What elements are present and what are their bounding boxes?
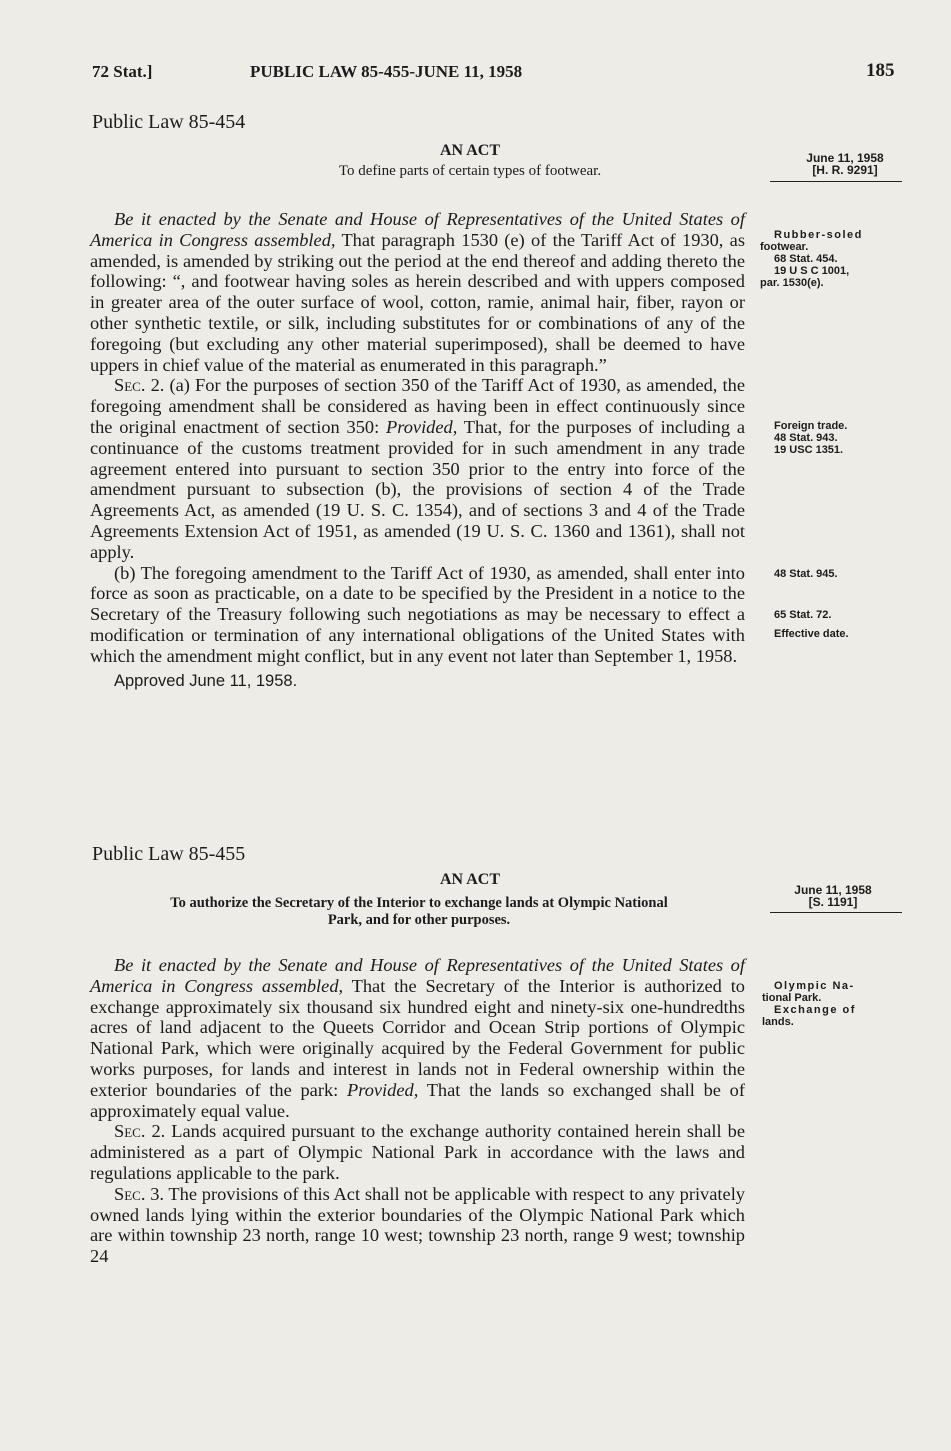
note-line: Exchange of (774, 1004, 856, 1016)
law2-section3 (90, 1184, 745, 1267)
law2-title: Public Law 85-455 (92, 843, 246, 865)
law1-sec2a-text2: That, for the purposes of including a continuance of the customs treatment provided for in such amendment in any trade agreement entered into pursuant to section 350 prior to the entry into force of the amendment pursuant to subsection (b), the provisions of section 4 of the Trade Agreements Act, as amended (19 U. S. C. 1354), and of sections 3 and 4 of the Trade Agreements Extension Act of 1951, as amended (19 U. S. C. 1360 and 1361), shall not apply. (90, 416, 745, 562)
law1-approved: Approved June 11, 1958. (114, 671, 298, 690)
note-line: lands. (762, 1016, 794, 1028)
running-title: PUBLIC LAW 85-455-JUNE 11, 1958 (250, 62, 523, 81)
law1-margin-note-effective-date: Effective date. (774, 628, 849, 640)
law1-margin-note-65stat72: 65 Stat. 72. (774, 609, 832, 621)
law1-sec2a-text1: (a) For the purposes of section 350 of the Tariff Act of 1930, as amended, the foregoing amendment shall be considered as having been in effect continuously since the original enactment of section 350: (90, 375, 745, 437)
law1-sec2a-provided: Provided, (386, 416, 458, 437)
law1-enacting-clause: Be it enacted by the Senate and House of Representatives of the United States of America in Congress assembled, (90, 209, 745, 250)
law1-margin-note-rubber (760, 229, 899, 289)
law2-bill: [S. 1191] (808, 895, 858, 909)
page-number: 185 (866, 60, 895, 81)
law1-date-rule (770, 181, 902, 182)
law2-sec2-label: Sec. 2. (114, 1121, 166, 1142)
note-line: footwear. (760, 241, 809, 253)
note-line: 68 Stat. 454. (774, 253, 838, 265)
law2-act-label: AN ACT (439, 871, 500, 888)
law1-bill: [H. R. 9291] (812, 163, 878, 177)
law1-date: June 11, 1958 (806, 151, 884, 165)
note-line: par. 1530(e). (760, 277, 824, 289)
law2-date: June 11, 1958 (794, 883, 872, 897)
law1-section2a (90, 375, 745, 562)
law2-margin-note-olympic (762, 980, 902, 1028)
law1-margin-note-48stat945: 48 Stat. 945. (774, 568, 838, 580)
law1-text (90, 209, 745, 691)
note-line: 19 USC 1351. (774, 444, 844, 456)
law2-date-rule (770, 912, 902, 913)
law2-sec3-text: The provisions of this Act shall not be applicable with respect to any privately owned lands lying within the exterior boundaries of the Olympic National Park which are within township 23 north, range 10 west; township 23 north, range 9 west; township 24 (90, 1183, 745, 1267)
law2-purpose-line2: Park, and for other purposes. (327, 912, 511, 928)
law2-provided: Provided, (346, 1079, 419, 1100)
law2-section1-text: That the Secretary of the Interior is authorized to exchange approximately six thousand six hundred eight and ninety-six one-hundredths acres of land adjacent to the Queets Corridor and Ocean Strip portions of Olympic National Park, which were originally acquired by the Federal Government for public works purposes, for lands and interest in lands not in Federal ownership within the exterior boundaries of the park: (90, 975, 745, 1100)
note-line: Rubber-soled (774, 229, 863, 241)
law1-date-note (790, 152, 900, 176)
law1-section2b: (b) The foregoing amendment to the Tariff Act of 1930, as amended, shall enter into force as soon as practicable, on a date to be specified by the President in a notice to the Secretary of the Treasury following such negotiations as may be necessary to effect a modification or termination of any international obligations of the United States with which the amendment might conflict, but in any event not later than September 1, 1958. (90, 562, 745, 666)
note-line: tional Park. (762, 992, 822, 1004)
note-line: 48 Stat. 943. (774, 432, 838, 444)
law1-title: Public Law 85-454 (92, 111, 246, 133)
note-line: 19 U S C 1001, (774, 265, 850, 277)
law2-date-note (778, 884, 888, 908)
law2-section2 (90, 1121, 745, 1183)
law2-section1 (90, 955, 745, 1121)
law2-sec2-text: Lands acquired pursuant to the exchange authority contained herein shall be administered as a part of Olympic National Park in accordance with the laws and regulations applicable to the park. (90, 1121, 745, 1183)
volume-reference: 72 Stat.] (92, 62, 153, 81)
law1-sec2-label: Sec. 2. (114, 375, 165, 396)
law2-section1-end: That the lands so exchanged shall be of approximately equal value. (90, 1079, 745, 1121)
law1-act-label: AN ACT (439, 142, 500, 159)
law2-text (90, 955, 745, 1267)
law1-margin-note-foreign-trade (774, 420, 899, 456)
law2-purpose-line1: To authorize the Secretary of the Interior to exchange lands at Olympic National (170, 895, 668, 911)
note-line: Foreign trade. (774, 420, 848, 432)
law1-section1-text: That paragraph 1530 (e) of the Tariff Act of 1930, as amended, is amended by striking out the period at the end thereof and adding thereto the following: “, and footwear having soles as herein described and with uppers composed in greater area of the outer surface of wool, cotton, ramie, animal hair, fiber, rayon or other synthetic textile, or silk, including substitutes for or combinations of any of the foregoing (but excluding any other material superimposed), shall be deemed to have uppers in chief value of the material as enumerated in this paragraph.” (90, 229, 745, 375)
law2-purpose (88, 895, 750, 929)
law2-sec3-label: Sec. 3. (114, 1183, 164, 1204)
law1-purpose: To define parts of certain types of footwear. (338, 163, 602, 179)
law2-enacting-clause: Be it enacted by the Senate and House of Representatives of the United States of America in Congress assembled, (90, 955, 745, 996)
note-line: Olympic Na- (774, 980, 855, 992)
law1-section1 (90, 209, 745, 375)
